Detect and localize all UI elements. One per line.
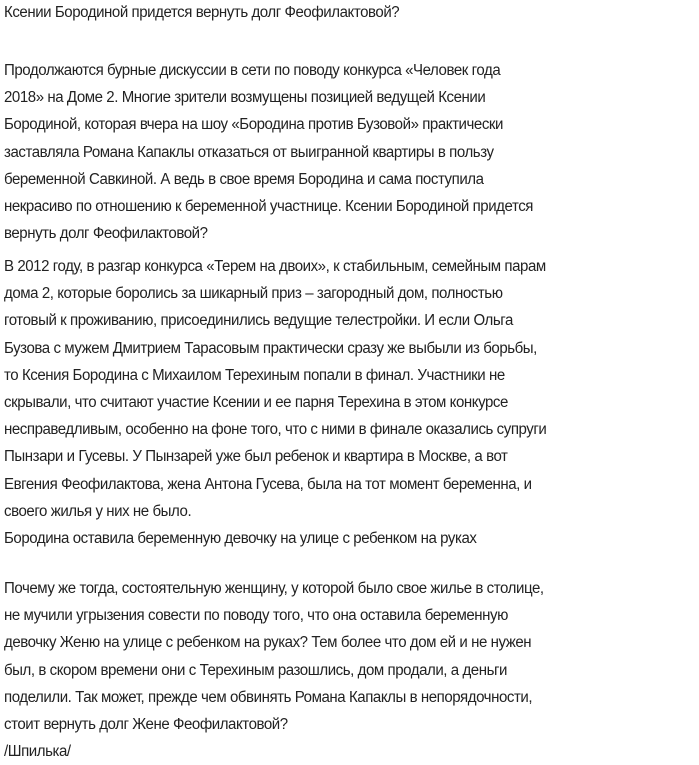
text-line: стоит вернуть долг Жене Феофилактовой? (4, 716, 288, 734)
paragraph-intro (4, 57, 533, 247)
article-subtitle: Бородина оставила беременную девочку на улице с ребенком на руках (4, 530, 477, 547)
text-line: Евгения Феофилактова, жена Антона Гусева, была на тот момент беременна, и (4, 475, 532, 493)
text-line: 2018» на Доме 2. Многие зрители возмущены позицией ведущей Ксении (4, 89, 486, 107)
text-line: был, в скором времени они с Терехиным разошлись, дом продали, а деньги (4, 661, 507, 679)
text-line: вернуть долг Феофилактовой? (4, 225, 208, 243)
source-signature: /Шпилька/ (4, 743, 71, 761)
text-line: беременной Савкиной. А ведь в свое время Бородина и сама поступила (4, 170, 484, 188)
paragraph-history (4, 253, 546, 525)
text-line: Бородиной, которая вчера на шоу «Бородина против Бузовой» практически (4, 116, 504, 134)
text-line: Продолжаются бурные дискуссии в сети по поводу конкурса «Человек года (4, 62, 501, 79)
text-line: дома 2, которые боролись за шикарный приз – загородный дом, полностью (4, 285, 503, 303)
text-line: некрасиво по отношению к беременной участнице. Ксении Бородиной придется (4, 198, 534, 216)
text-line: готовый к проживанию, присоединились ведущие телестройки. И если Ольга (4, 312, 513, 330)
text-line: скрывали, что считают участие Ксении и ее парня Терехина в этом конкурсе (4, 394, 508, 412)
text-line: Бузова с мужем Дмитрием Тарасовым практически сразу же выбыли из борьбы, (4, 339, 537, 357)
paragraph-conclusion (4, 575, 544, 765)
text-line: Пынзари и Гусевы. У Пынзарей уже был ребенок и квартира в Москве, а вот (4, 448, 508, 466)
text-line: не мучили угрызения совести по поводу того, что она оставила беременную (4, 607, 508, 625)
text-line: заставляла Романа Капаклы отказаться от выигранной квартиры в пользу (4, 143, 494, 161)
text-line: поделили. Так может, прежде чем обвинять Романа Капаклы в непорядочности, (4, 688, 533, 706)
text-line: своего жилья у них не было. (4, 502, 192, 520)
article-title: Ксении Бородиной придется вернуть долг Феофилактовой? (4, 4, 400, 21)
text-line: девочку Женю на улице с ребенком на руках? Тем более что дом ей и не нужен (4, 634, 532, 652)
text-line: несправедливым, особенно на фоне того, что с ними в финале оказались супруги (4, 421, 547, 439)
text-line: то Ксения Бородина с Михаилом Терехиным попали в финал. Участники не (4, 366, 505, 384)
text-line: В 2012 году, в разгар конкурса «Терем на двоих», к стабильным, семейным парам (4, 258, 546, 275)
text-line: Почему же тогда, состоятельную женщину, у которой было свое жилье в столице, (4, 580, 544, 597)
